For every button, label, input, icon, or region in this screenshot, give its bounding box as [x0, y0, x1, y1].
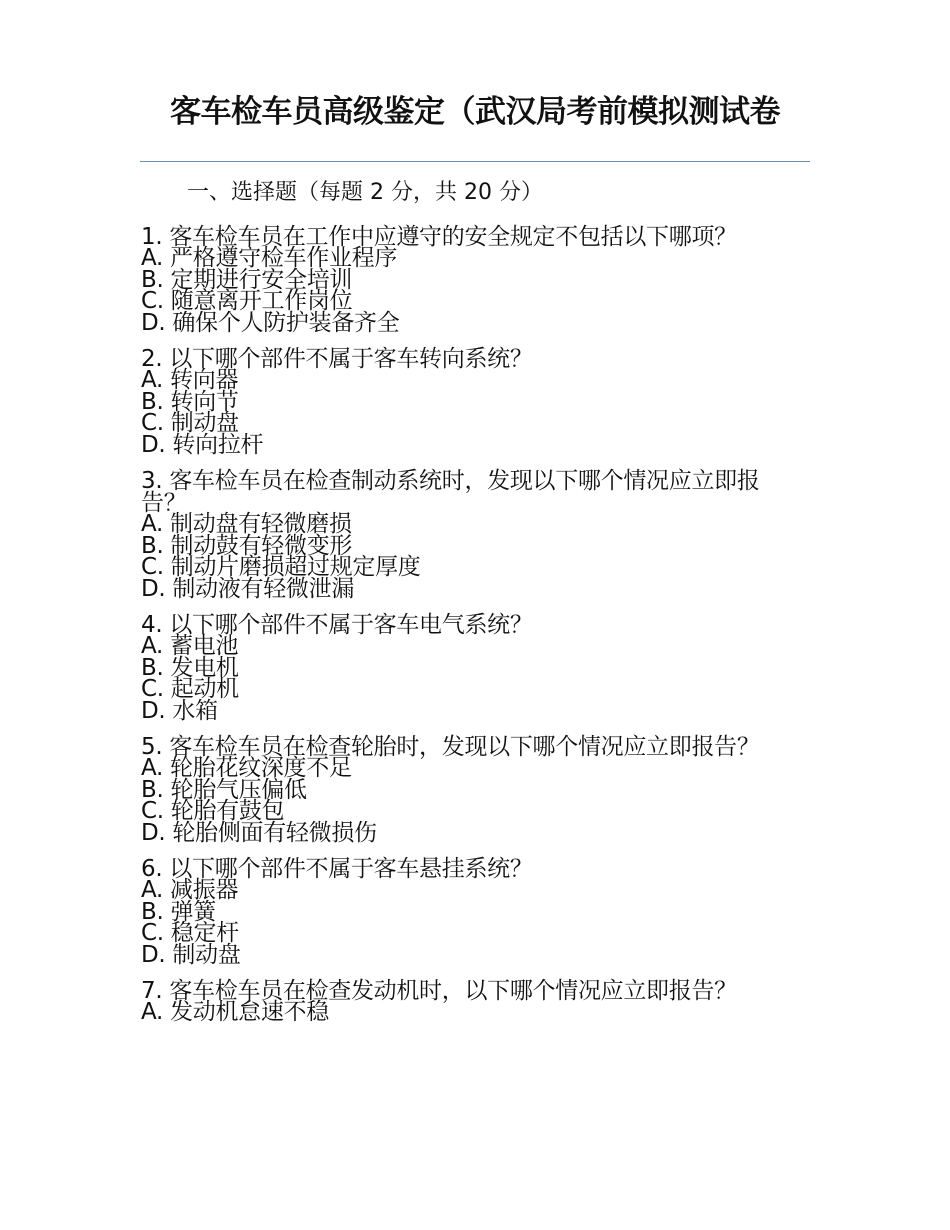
question-3 [141, 470, 801, 600]
option-c: C. 制动盘 [141, 410, 239, 436]
option-a: A. 制动盘有轻微磨损 [141, 511, 352, 537]
section-heading: 一、选择题（每题 2 分，共 20 分） [187, 180, 543, 205]
option-b: B. 转向节 [141, 388, 239, 415]
option-d: D. 水箱 [141, 697, 218, 724]
option-b: B. 弹簧 [141, 898, 216, 925]
question-list [141, 226, 801, 1038]
option-c: C. 起动机 [141, 676, 239, 702]
option-d: D. 转向拉杆 [141, 431, 264, 458]
question-stem: 2. 以下哪个部件不属于客车转向系统？ [141, 346, 533, 372]
question-5 [141, 736, 801, 844]
question-stem: 5. 客车检车员在检查轮胎时，发现以下哪个情况应立即报告？ [141, 734, 760, 760]
question-stem: 4. 以下哪个部件不属于客车电气系统？ [141, 612, 533, 638]
option-a: A. 严格遵守检车作业程序 [141, 245, 398, 271]
option-b: B. 发电机 [141, 654, 239, 681]
question-stem: 7. 客车检车员在检查发动机时，以下哪个情况应立即报告？ [141, 978, 737, 1004]
question-2 [141, 348, 801, 456]
option-b: B. 定期进行安全培训 [141, 266, 353, 293]
option-a: A. 轮胎花纹深度不足 [141, 755, 352, 781]
option-d: D. 制动液有轻微泄漏 [141, 575, 355, 602]
option-a: A. 蓄电池 [141, 633, 239, 659]
option-a: A. 转向器 [141, 367, 239, 393]
option-b: B. 制动鼓有轻微变形 [141, 532, 353, 559]
question-6 [141, 858, 801, 966]
question-stem: 6. 以下哪个部件不属于客车悬挂系统？ [141, 856, 533, 882]
question-1 [141, 226, 801, 334]
option-c: C. 轮胎有鼓包 [141, 798, 285, 824]
option-c: C. 制动片磨损超过规定厚度 [141, 554, 421, 580]
option-d: D. 制动盘 [141, 941, 241, 968]
question-7 [141, 980, 801, 1024]
option-d: D. 轮胎侧面有轻微损伤 [141, 819, 377, 846]
option-b: B. 轮胎气压偏低 [141, 776, 307, 803]
option-c: C. 随意离开工作岗位 [141, 288, 353, 314]
option-d: D. 确保个人防护装备齐全 [141, 309, 400, 336]
question-stem: 3. 客车检车员在检查制动系统时，发现以下哪个情况应立即报告？ [141, 468, 760, 516]
option-c: C. 稳定杆 [141, 920, 239, 946]
document-title: 客车检车员高级鉴定（武汉局考前模拟测试卷 [170, 94, 780, 130]
question-stem: 1. 客车检车员在工作中应遵守的安全规定不包括以下哪项？ [141, 224, 737, 250]
option-a: A. 减振器 [141, 877, 239, 903]
question-4 [141, 614, 801, 722]
title-underline [140, 161, 810, 162]
option-a: A. 发动机怠速不稳 [141, 999, 329, 1025]
